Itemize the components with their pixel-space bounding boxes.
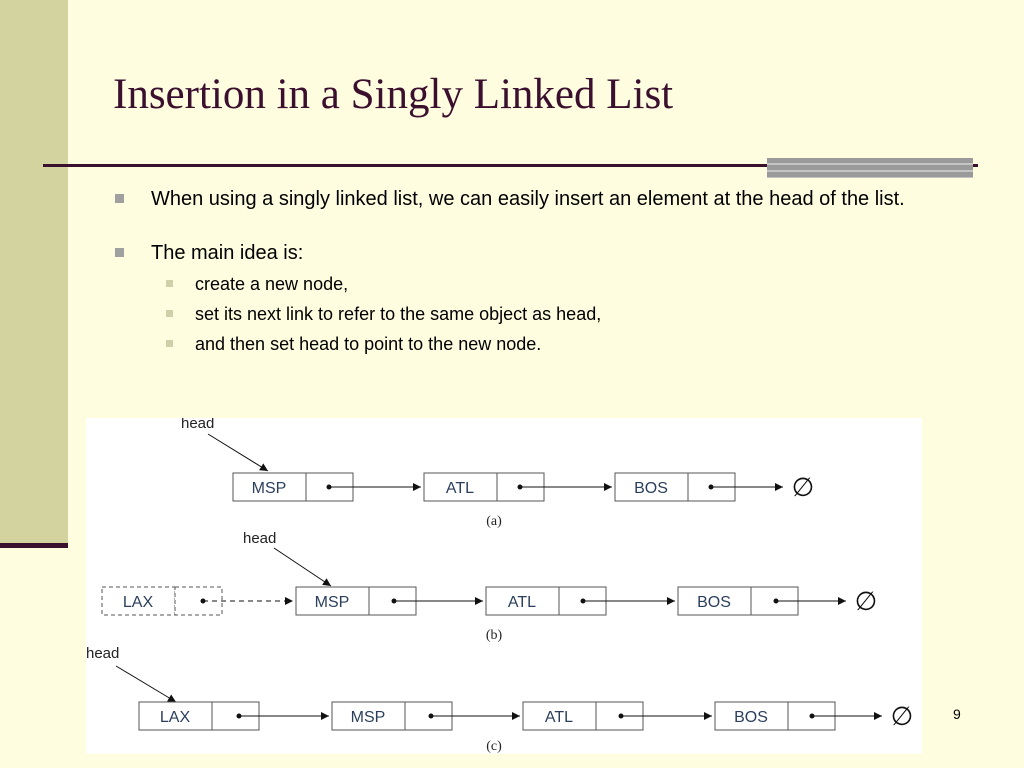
panel-a [181, 418, 814, 529]
head-label: head [243, 530, 277, 547]
sub-bullet-item [113, 299, 943, 329]
bullet-text: When using a singly linked list, we can easily insert an element at the head of the list. [151, 188, 905, 210]
bullet-item [113, 186, 943, 213]
panel-c [86, 645, 913, 754]
sidebar-rule [0, 543, 68, 548]
head-pointer-arrow [274, 548, 331, 586]
title-accent-bar [767, 158, 973, 178]
panel-caption: (c) [486, 739, 502, 754]
bullet-text: The main idea is: [151, 242, 304, 264]
head-label: head [181, 418, 215, 432]
null-icon: ∅ [890, 702, 914, 732]
head-pointer-arrow [116, 666, 176, 702]
sub-bullet-item [113, 329, 943, 359]
node-element-label: ATL [544, 709, 574, 726]
bullet-square-icon [115, 248, 124, 257]
sub-bullet-item [113, 269, 943, 299]
null-icon: ∅ [791, 473, 815, 503]
node-element-label: MSP [350, 709, 386, 726]
node-element-label: LAX [122, 594, 154, 611]
node-element-label: LAX [159, 709, 191, 726]
node-element-label: ATL [445, 480, 475, 497]
head-pointer-arrow [208, 434, 268, 471]
head-label: head [86, 645, 120, 662]
node-element-label: BOS [734, 709, 768, 726]
sub-bullet-square-icon [166, 310, 173, 317]
node-element-label: MSP [251, 480, 287, 497]
sub-bullet-text: set its next link to refer to the same object as head, [195, 304, 602, 324]
bullet-item [113, 240, 943, 267]
null-icon: ∅ [854, 587, 878, 617]
node-element-label: MSP [314, 594, 350, 611]
bullet-square-icon [115, 194, 124, 203]
slide-title: Insertion in a Singly Linked List [113, 71, 674, 118]
sub-bullet-square-icon [166, 280, 173, 287]
node-element-label: BOS [634, 480, 668, 497]
sub-bullet-square-icon [166, 340, 173, 347]
node-element-label: ATL [507, 594, 537, 611]
page-number: 9 [953, 706, 961, 722]
sidebar-band [0, 0, 68, 545]
panel-caption: (b) [485, 628, 503, 643]
bullet-list [113, 186, 943, 359]
linked-list-figure [86, 418, 922, 754]
node-element-label: BOS [697, 594, 731, 611]
sub-bullet-text: and then set head to point to the new node. [195, 334, 542, 354]
panel-b [102, 530, 877, 643]
panel-caption: (a) [486, 514, 502, 529]
linked-list-diagram [86, 418, 922, 754]
sub-bullet-text: create a new node, [195, 274, 349, 294]
